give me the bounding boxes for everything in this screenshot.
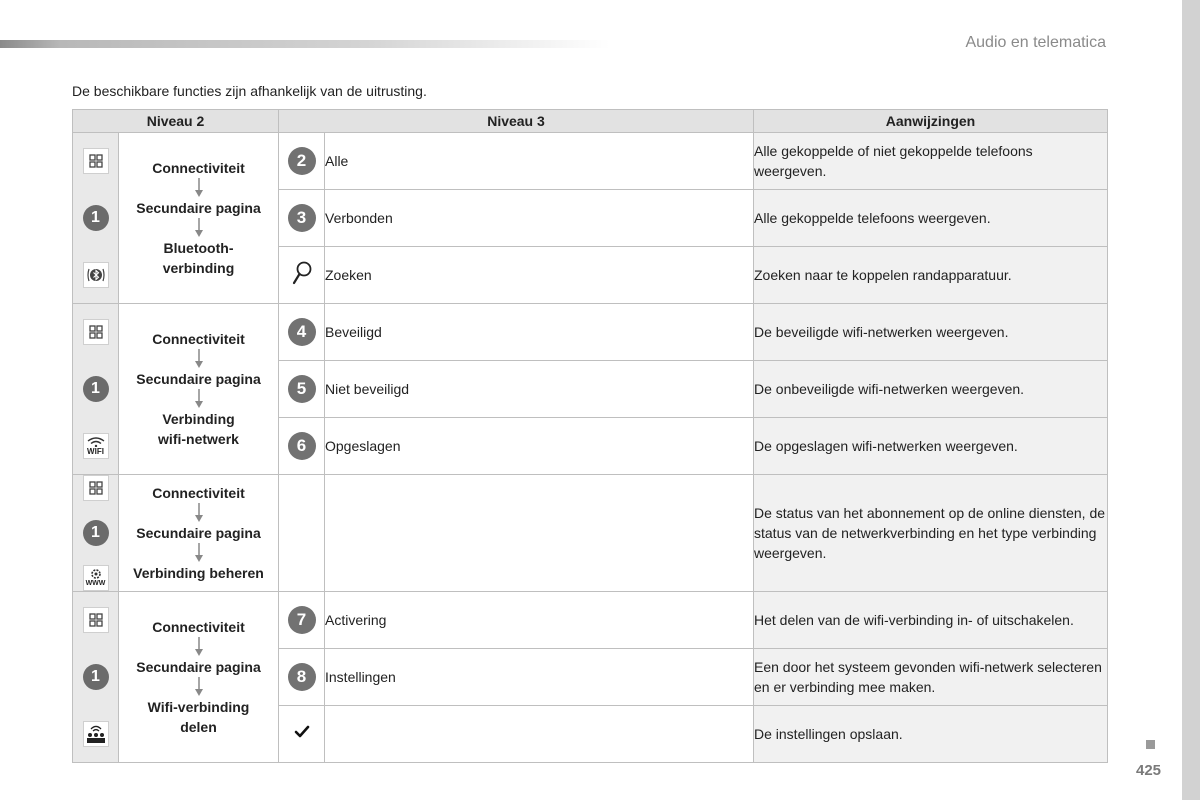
function-name: Zoeken xyxy=(325,247,754,304)
nav-target-line-1: Verbinding beheren xyxy=(133,565,264,581)
function-description: Alle gekoppelde telefoons weergeven. xyxy=(754,190,1108,247)
function-name xyxy=(325,706,754,763)
page-marker xyxy=(1146,740,1155,749)
num-cell xyxy=(279,190,325,247)
function-name: Opgeslagen xyxy=(325,418,754,475)
wifi-icon xyxy=(83,433,109,459)
page-number: 425 xyxy=(1136,762,1162,779)
arrow-down-icon xyxy=(192,637,206,657)
header-aanwijzingen: Aanwijzingen xyxy=(754,110,1108,133)
function-name: Alle xyxy=(325,133,754,190)
table-row xyxy=(73,475,1108,592)
number-badge: 4 xyxy=(288,318,316,346)
table-header-row xyxy=(73,110,1108,133)
nav-target-line-1: Verbinding xyxy=(162,411,235,427)
function-description: Een door het systeem gevonden wifi-netwerk selecteren en er verbinding mee maken. xyxy=(754,649,1108,706)
gear-www-icon xyxy=(83,565,109,591)
nav-connectiviteit: Connectiviteit xyxy=(152,160,245,176)
function-description: De opgeslagen wifi-netwerken weergeven. xyxy=(754,418,1108,475)
number-badge: 5 xyxy=(288,375,316,403)
checkmark-icon xyxy=(279,706,325,763)
apps-grid-icon xyxy=(83,148,109,174)
header-niveau-2: Niveau 2 xyxy=(73,110,279,133)
arrow-down-icon xyxy=(192,349,206,369)
secondary-page-badge: 1 xyxy=(83,205,109,231)
function-description: Zoeken naar te koppelen randapparatuur. xyxy=(754,247,1108,304)
group-icons-manage xyxy=(73,475,119,592)
function-description: Alle gekoppelde of niet gekoppelde telefoons weergeven. xyxy=(754,133,1108,190)
nav-connectiviteit: Connectiviteit xyxy=(152,485,245,501)
group-nav-manage xyxy=(119,475,279,592)
function-description: De onbeveiligde wifi-netwerken weergeven. xyxy=(754,361,1108,418)
table-row xyxy=(73,304,1108,361)
empty-num-cell xyxy=(279,475,325,592)
num-cell xyxy=(279,649,325,706)
header-bar xyxy=(0,40,610,48)
number-badge: 2 xyxy=(288,147,316,175)
num-cell xyxy=(279,304,325,361)
arrow-down-icon xyxy=(192,503,206,523)
wifi-sharing-icon xyxy=(83,721,109,747)
arrow-down-icon xyxy=(192,543,206,563)
group-icons-sharing xyxy=(73,592,119,763)
arrow-down-icon xyxy=(192,677,206,697)
group-icons-bluetooth xyxy=(73,133,119,304)
nav-secundaire-pagina: Secundaire pagina xyxy=(136,371,261,387)
nav-target-line-2: wifi-netwerk xyxy=(158,431,239,447)
www-icon-label: WWW xyxy=(85,580,106,587)
num-cell xyxy=(279,418,325,475)
arrow-down-icon xyxy=(192,218,206,238)
bluetooth-icon xyxy=(83,262,109,288)
secondary-page-badge: 1 xyxy=(83,664,109,690)
group-nav-sharing xyxy=(119,592,279,763)
arrow-down-icon xyxy=(192,178,206,198)
header-niveau-3: Niveau 3 xyxy=(279,110,754,133)
wifi-icon-label: WIFI xyxy=(87,446,104,456)
group-nav-bluetooth xyxy=(119,133,279,304)
arrow-down-icon xyxy=(192,389,206,409)
function-description: Het delen van de wifi-verbinding in- of uitschakelen. xyxy=(754,592,1108,649)
number-badge: 8 xyxy=(288,663,316,691)
number-badge: 6 xyxy=(288,432,316,460)
apps-grid-icon xyxy=(83,319,109,345)
section-title: Audio en telematica xyxy=(965,34,1106,51)
secondary-page-badge: 1 xyxy=(83,376,109,402)
number-badge: 3 xyxy=(288,204,316,232)
group-icons-wifi xyxy=(73,304,119,475)
search-icon xyxy=(279,247,325,304)
num-cell xyxy=(279,361,325,418)
num-cell xyxy=(279,592,325,649)
function-name: Activering xyxy=(325,592,754,649)
nav-target-line-1: Bluetooth- xyxy=(163,240,234,256)
nav-connectiviteit: Connectiviteit xyxy=(152,331,245,347)
nav-secundaire-pagina: Secundaire pagina xyxy=(136,659,261,675)
nav-secundaire-pagina: Secundaire pagina xyxy=(136,525,261,541)
function-description: De status van het abonnement op de online diensten, de status van de netwerkverbinding en het type verbinding weergeven. xyxy=(754,475,1108,592)
nav-target-line-2: verbinding xyxy=(162,260,235,276)
nav-target-line-2: delen xyxy=(180,719,217,735)
function-name: Verbonden xyxy=(325,190,754,247)
nav-connectiviteit: Connectiviteit xyxy=(152,619,245,635)
page-edge-stripe xyxy=(1182,0,1200,800)
num-cell xyxy=(279,133,325,190)
number-badge: 7 xyxy=(288,606,316,634)
secondary-page-badge: 1 xyxy=(83,520,109,546)
nav-secundaire-pagina: Secundaire pagina xyxy=(136,200,261,216)
apps-grid-icon xyxy=(83,475,109,501)
function-name: Niet beveiligd xyxy=(325,361,754,418)
function-name: Beveiligd xyxy=(325,304,754,361)
function-description: De beveiligde wifi-netwerken weergeven. xyxy=(754,304,1108,361)
table-row xyxy=(73,133,1108,190)
functions-table xyxy=(72,109,1108,763)
group-nav-wifi xyxy=(119,304,279,475)
intro-text: De beschikbare functies zijn afhankelijk van de uitrusting. xyxy=(72,83,427,99)
empty-name-cell xyxy=(325,475,754,592)
function-name: Instellingen xyxy=(325,649,754,706)
function-description: De instellingen opslaan. xyxy=(754,706,1108,763)
table-row xyxy=(73,592,1108,649)
apps-grid-icon xyxy=(83,607,109,633)
nav-target-line-1: Wifi-verbinding xyxy=(147,699,250,715)
